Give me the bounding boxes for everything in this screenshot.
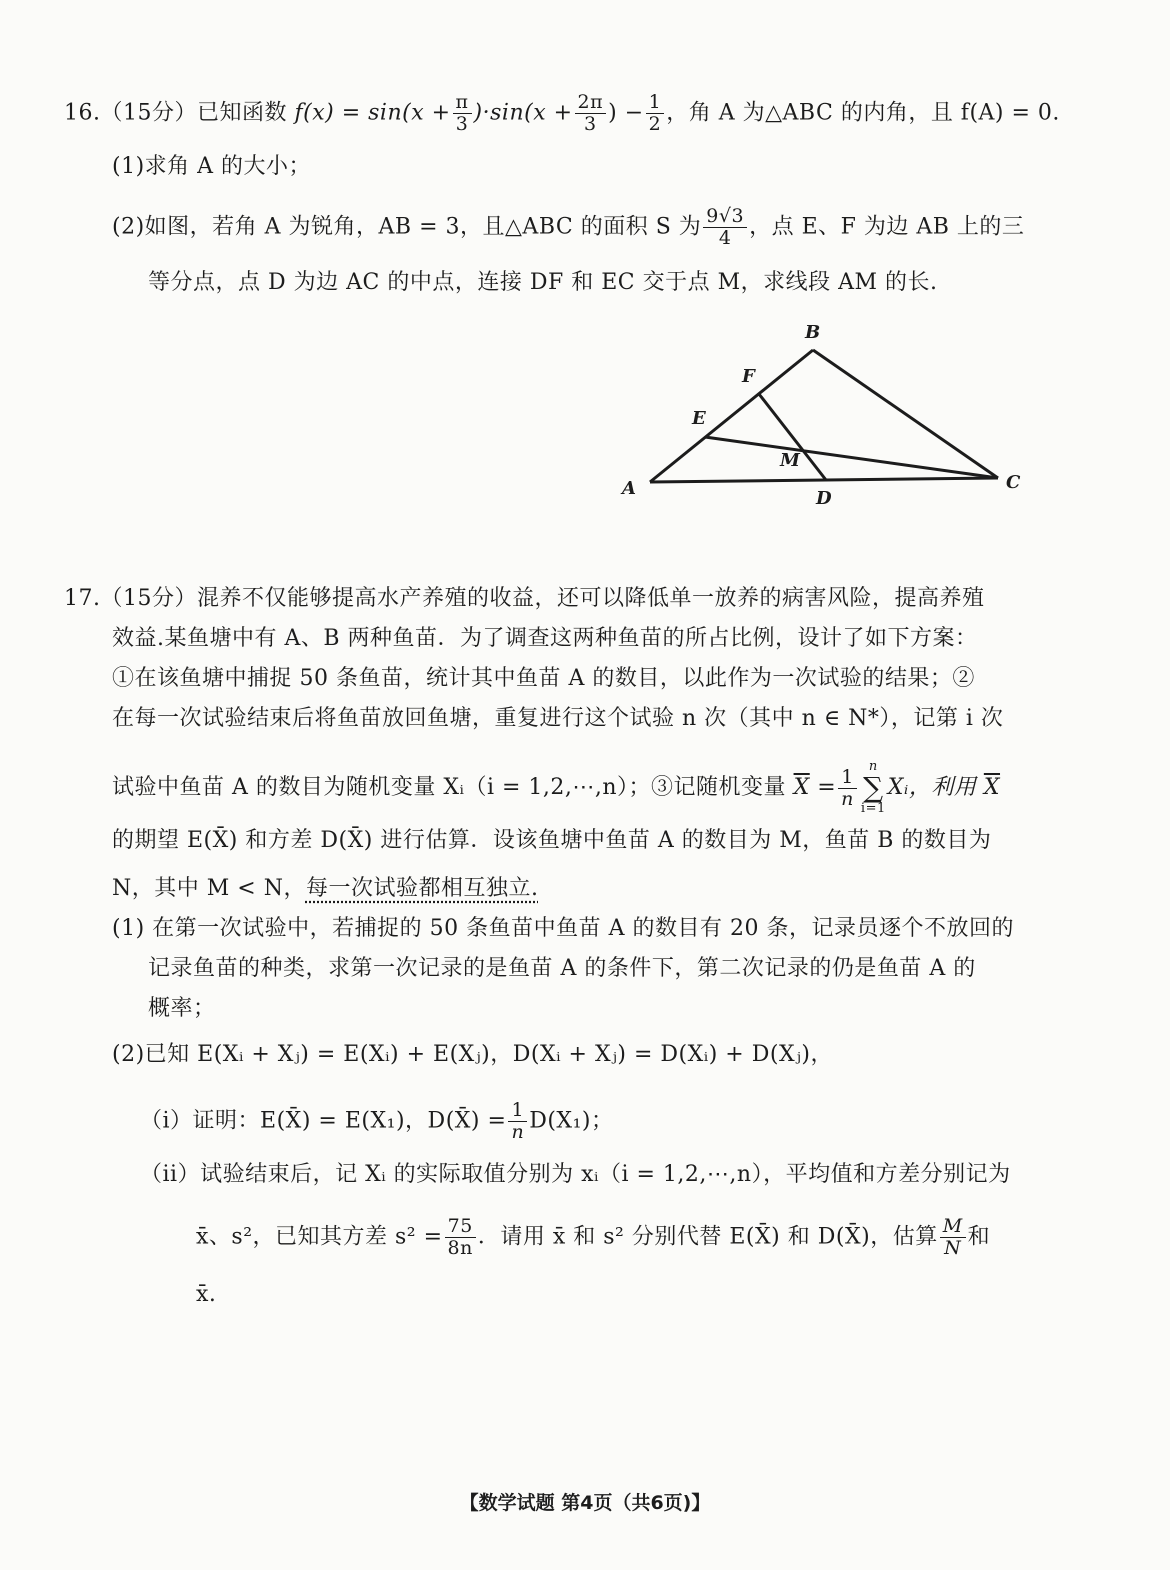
q17-part1-a: (1) 在第一次试验中，若捕捉的 50 条鱼苗中鱼苗 A 的数目有 20 条，记录员逐个不放回的 (112, 916, 1014, 941)
page-footer: 【数学试题 第4页（共6页)】 (459, 1492, 711, 1514)
q17-part1-c: 概率； (148, 996, 216, 1021)
fraction: $\frac{2\pi}{3}$ (575, 92, 607, 135)
label-C: C (1006, 472, 1021, 493)
q17-part2: (2)已知 E(Xᵢ + Xⱼ) = E(Xᵢ) + E(Xⱼ)，D(Xᵢ + Xⱼ) = D(Xᵢ) + D(Xⱼ)， (112, 1042, 834, 1067)
area-fraction: $\frac{9√3}{4}$ (703, 206, 747, 249)
xbar: $\overline{X}$ (793, 775, 810, 800)
label-E: E (692, 408, 706, 429)
q17-line5: 试验中鱼苗 A 的数目为随机变量 Xᵢ（i = 1,2,⋯,n）；③记随机变量 $\overline{X}$ = $\frac{1}{n}$ n ∑ i=1 Xᵢ，利用 $\overline{X}$ (112, 759, 1001, 816)
q17-line6: 的期望 E(X̄) 和方差 D(X̄) 进行估算．设该鱼塘中鱼苗 A 的数目为 M，鱼苗 B 的数目为 (112, 828, 992, 853)
q16-part1: (1)求角 A 的大小； (112, 154, 312, 179)
fraction: $\frac{\pi}{3}$ (453, 92, 472, 135)
one-over-n: $\frac{1}{n}$ (838, 767, 857, 810)
func-part: f(x) = sin(x + (294, 100, 451, 126)
q17-part1-b: 记录鱼苗的种类，求第一次记录的是鱼苗 A 的条件下，第二次记录的仍是鱼苗 A 的 (148, 956, 976, 981)
q17-part2-ii-c: x̄. (196, 1282, 217, 1307)
label-B: B (805, 322, 821, 343)
fraction: $\frac{1}{2}$ (646, 92, 665, 135)
func-tail: ，角 A 为△ABC 的内角，且 f(A) = 0. (666, 100, 1060, 126)
triangle-figure (600, 310, 1060, 520)
segment-BC (813, 350, 998, 478)
q17-line7: N，其中 M < N，每一次试验都相互独立. (112, 876, 539, 901)
emphasis-independent: 每一次试验都相互独立. (305, 876, 539, 901)
q17-line4: 在每一次试验结束后将鱼苗放回鱼塘，重复进行这个试验 n 次（其中 n ∈ N*），记第 i 次 (112, 706, 1004, 731)
one-over-n: $\frac{1}{n}$ (508, 1100, 527, 1143)
sum-symbol: n ∑ i=1 (860, 759, 886, 816)
q17-part2-i: （i）证明：E(X̄) = E(X₁)，D(X̄) = $\frac{1}{n}$ D(X₁)； (140, 1099, 614, 1143)
func-part: ) − (608, 100, 644, 126)
label-M: M (780, 450, 800, 471)
label-D: D (816, 488, 832, 509)
q16-part2-cont: 等分点，点 D 为边 AC 的中点，连接 DF 和 EC 交于点 M，求线段 AM 的长. (148, 270, 938, 295)
q17-line1: 17.（15分）混养不仅能够提高水产养殖的收益，还可以降低单一放养的病害风险，提高养殖 (64, 586, 985, 611)
func-part: )·sin(x + (473, 100, 573, 126)
q17-part2-ii: （ii）试验结束后，记 Xᵢ 的实际取值分别为 xᵢ（i = 1,2,⋯,n），平均值和方差分别记为 (140, 1162, 1011, 1187)
q17-part2-ii-b: x̄、s²，已知其方差 s² = $\frac{75}{8n}$ ．请用 x̄ 和 s² 分别代替 E(X̄) 和 D(X̄)，估算 $\frac{M}{N}$ 和 (196, 1215, 991, 1259)
label-F: F (742, 366, 755, 387)
label-A: A (622, 478, 636, 499)
q16-number: 16.（15分）已知函数 (64, 100, 287, 126)
m-over-n: $\frac{M}{N}$ (940, 1216, 966, 1259)
variance-fraction: $\frac{75}{8n}$ (445, 1216, 476, 1259)
q16-part2: (2)如图，若角 A 为锐角，AB = 3，且△ABC 的面积 S 为 $\frac{9√3}{4}$ ，点 E、F 为边 AB 上的三 (112, 205, 1025, 249)
q16-stem (64, 92, 1060, 135)
q17-line3: ①在该鱼塘中捕捉 50 条鱼苗，统计其中鱼苗 A 的数目，以此作为一次试验的结果；② (112, 666, 975, 691)
segment-EC (705, 437, 998, 478)
xbar: $\overline{X}$ (983, 775, 1001, 800)
q17-line2: 效益.某鱼塘中有 A、B 两种鱼苗．为了调查这两种鱼苗的所占比例，设计了如下方案： (112, 626, 978, 651)
